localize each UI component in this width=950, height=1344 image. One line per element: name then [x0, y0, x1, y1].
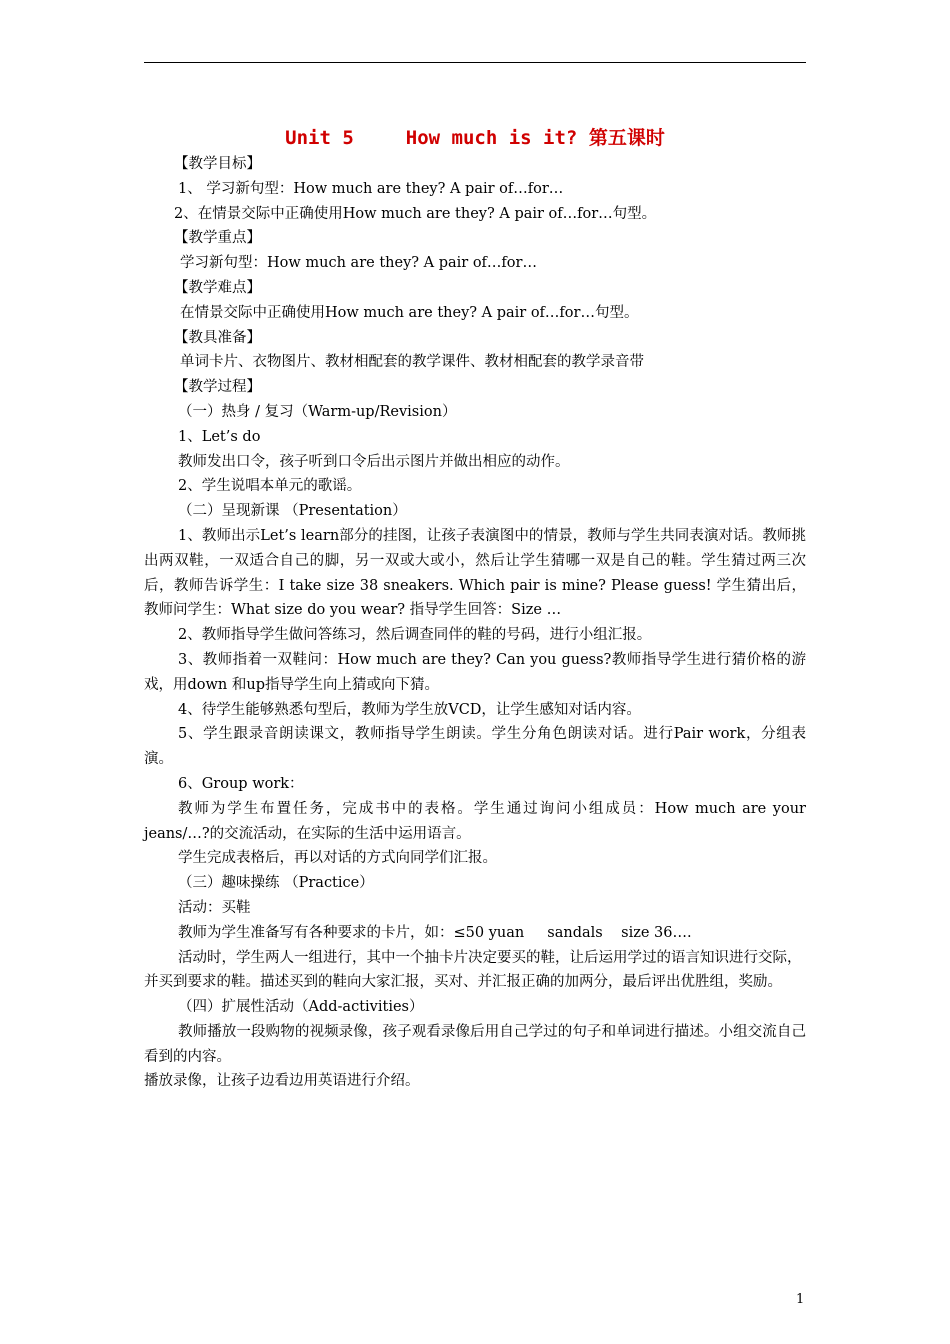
goal-2: 2、在情景交际中正确使用How much are they? A pair of…for…句型。	[174, 205, 657, 222]
materials: 单词卡片、衣物图片、教材相配套的教学课件、教材相配套的教学录音带	[180, 354, 644, 371]
section-heading-process: 【教学过程】	[174, 379, 261, 396]
step-text: 2、学生说唱本单元的歌谣。	[178, 478, 362, 495]
step-text: 教师发出口令，孩子听到口令后出示图片并做出相应的动作。	[178, 453, 570, 470]
goal-1: 1、 学习新句型：How much are they? A pair of…for…	[178, 180, 564, 197]
step-lets-do: 1、Let’s do	[178, 428, 261, 445]
difficulty: 在情景交际中正确使用How much are they? A pair of…for…句型。	[180, 304, 639, 321]
header-rule	[144, 62, 806, 63]
paragraph: 4、待学生能够熟悉句型后，教师为学生放VCD，让学生感知对话内容。	[178, 701, 641, 718]
paragraph: 1、教师出示Let’s learn部分的挂图，让孩子表演图中的情景，教师与学生共同表演对话。教师挑出两双鞋，一双适合自己的脚，另一双或大或小，然后让学生猜哪一双是自己的鞋。学生猜过两三次后，教师告诉学生：I take size 38 sneakers. Which pair is mine? Please guess! 学生猜出后，教师问学生：What size do you wear? 指导学生回答：Size …	[144, 527, 806, 619]
section-heading-materials: 【教具准备】	[174, 329, 261, 346]
paragraph: 6、Group work：	[178, 775, 304, 792]
paragraph: 教师为学生准备写有各种要求的卡片，如：≤50 yuan sandals size 36….	[178, 924, 692, 941]
document-body	[144, 124, 806, 1094]
paragraph: 活动：买鞋	[178, 899, 251, 916]
section-heading-key-points: 【教学重点】	[174, 230, 261, 247]
paragraph: 活动时，学生两人一组进行，其中一个抽卡片决定要买的鞋，让后运用学过的语言知识进行交际，并买到要求的鞋。描述买到的鞋向大家汇报，买对、并汇报正确的加两分，最后评出优胜组，奖励。	[144, 949, 802, 991]
paragraph: 学生完成表格后，再以对话的方式向同学们汇报。	[178, 850, 497, 867]
section-heading-goals: 【教学目标】	[174, 156, 261, 172]
step-warm-up: （一）热身 / 复习（Warm-up/Revision）	[178, 403, 457, 420]
paragraph: （四）扩展性活动（Add-activities）	[178, 999, 424, 1016]
paragraph-last: 播放录像，让孩子边看边用英语进行介绍。	[144, 1073, 420, 1090]
paragraph: 3、教师指着一双鞋问：How much are they? Can you guess?教师指导学生进行猜价格的游戏，用down 和up指导学生向上猜或向下猜。	[144, 651, 806, 693]
section-heading-difficulties: 【教学难点】	[174, 279, 261, 296]
key-point: 学习新句型：How much are they? A pair of…for…	[180, 255, 537, 272]
title-question: How much is it?	[405, 127, 578, 149]
page-title	[144, 124, 806, 152]
step-presentation: （二）呈现新课 （Presentation）	[178, 503, 407, 520]
title-lesson: 第五课时	[588, 127, 665, 149]
paragraph: 2、教师指导学生做问答练习，然后调查同伴的鞋的号码，进行小组汇报。	[178, 627, 652, 644]
paragraph: 5、学生跟录音朗读课文，教师指导学生朗读。学生分角色朗读对话。进行Pair work，分组表演。	[144, 726, 806, 768]
page-number: 1	[796, 1292, 805, 1307]
paragraph: 教师为学生布置任务，完成书中的表格。学生通过询问小组成员：How much are your jeans/…?的交流活动，在实际的生活中运用语言。	[144, 800, 806, 842]
title-unit: Unit 5	[285, 127, 354, 149]
paragraph: 教师播放一段购物的视频录像，孩子观看录像后用自己学过的句子和单词进行描述。小组交流自己看到的内容。	[144, 1023, 806, 1065]
paragraph: （三）趣味操练 （Practice）	[178, 875, 374, 892]
